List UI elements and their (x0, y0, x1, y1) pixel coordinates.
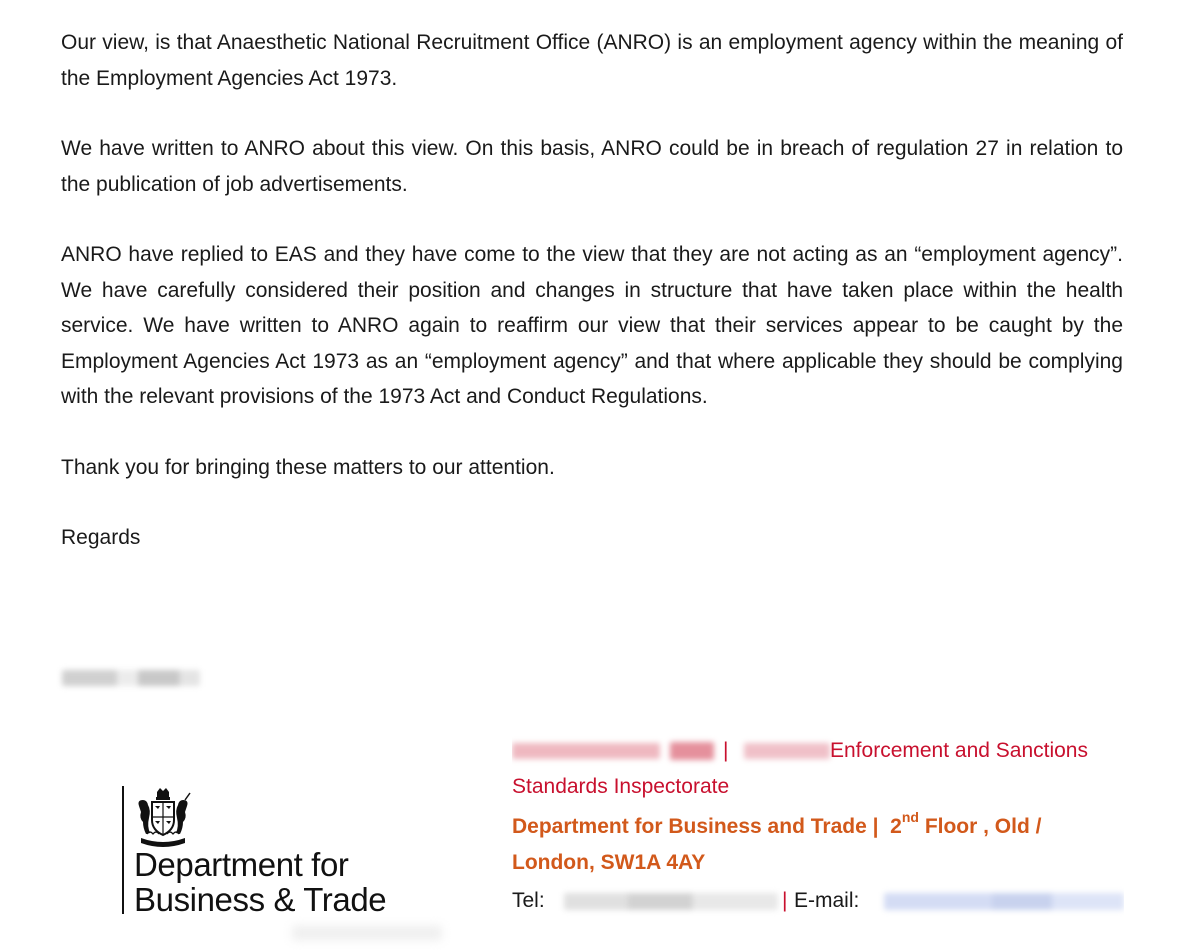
redacted-artifact (292, 926, 442, 940)
signature-floor-ordinal: nd (901, 809, 919, 825)
paragraph-written-to-anro: We have written to ANRO about this view. On this basis, ANRO could be in breach of regulation 27 in relation to the publication of job advertisements. (61, 137, 1123, 196)
redacted-signer-title (512, 743, 660, 759)
signature-tel-separator: | (782, 889, 788, 912)
logo-divider (122, 786, 124, 914)
signature-floor-number: 2 (890, 815, 902, 838)
redacted-team-name (744, 743, 830, 759)
signature-separator: | (723, 739, 729, 762)
paragraph-anro-view: Our view, is that Anaesthetic National Recruitment Office (ANRO) is an employment agency within the meaning of the Employment Agencies Act 1973. (61, 31, 1123, 90)
redacted-telephone (564, 893, 778, 910)
signature-address-line (512, 809, 1042, 839)
royal-coat-of-arms-icon (135, 788, 191, 850)
redacted-signer-name (62, 670, 200, 686)
signature-email-label: E-mail: (794, 889, 860, 912)
signature-tel-label: Tel: (512, 889, 545, 912)
signature-block (512, 733, 1124, 933)
paragraph-thank-you: Thank you for bringing these matters to our attention. (61, 455, 555, 479)
signature-city: London, SW1A 4AY (512, 851, 706, 874)
letter-body (61, 25, 1123, 556)
redacted-signer-title-2 (670, 742, 714, 760)
signature-floor-rest: Floor , Old / (924, 815, 1042, 838)
logo-line-business-trade: Business & Trade (134, 881, 387, 918)
paragraph-anro-reply: ANRO have replied to EAS and they have come to the view that they are not acting as an “employment agency”. We have carefully considered their position and changes in structure that have taken place within the health service. We have written to ANRO again to reaffirm our view that their services appear to be caught by the Employment Agencies Act 1973 as an “employment agency” and that where applicable they should be complying with the relevant provisions of the 1973 Act and Conduct Regulations. (61, 243, 1123, 408)
signature-address-separator: | (872, 815, 879, 838)
signature-department: Department for Business and Trade (512, 815, 867, 838)
closing-regards: Regards (61, 526, 141, 549)
signature-team: Enforcement and Sanctions (830, 739, 1088, 762)
redacted-email-link[interactable] (884, 893, 1124, 910)
signature-unit: Standards Inspectorate (512, 775, 730, 798)
logo-line-department-for: Department for (134, 846, 349, 883)
logo-wordmark (134, 847, 386, 917)
department-logo (122, 784, 442, 916)
